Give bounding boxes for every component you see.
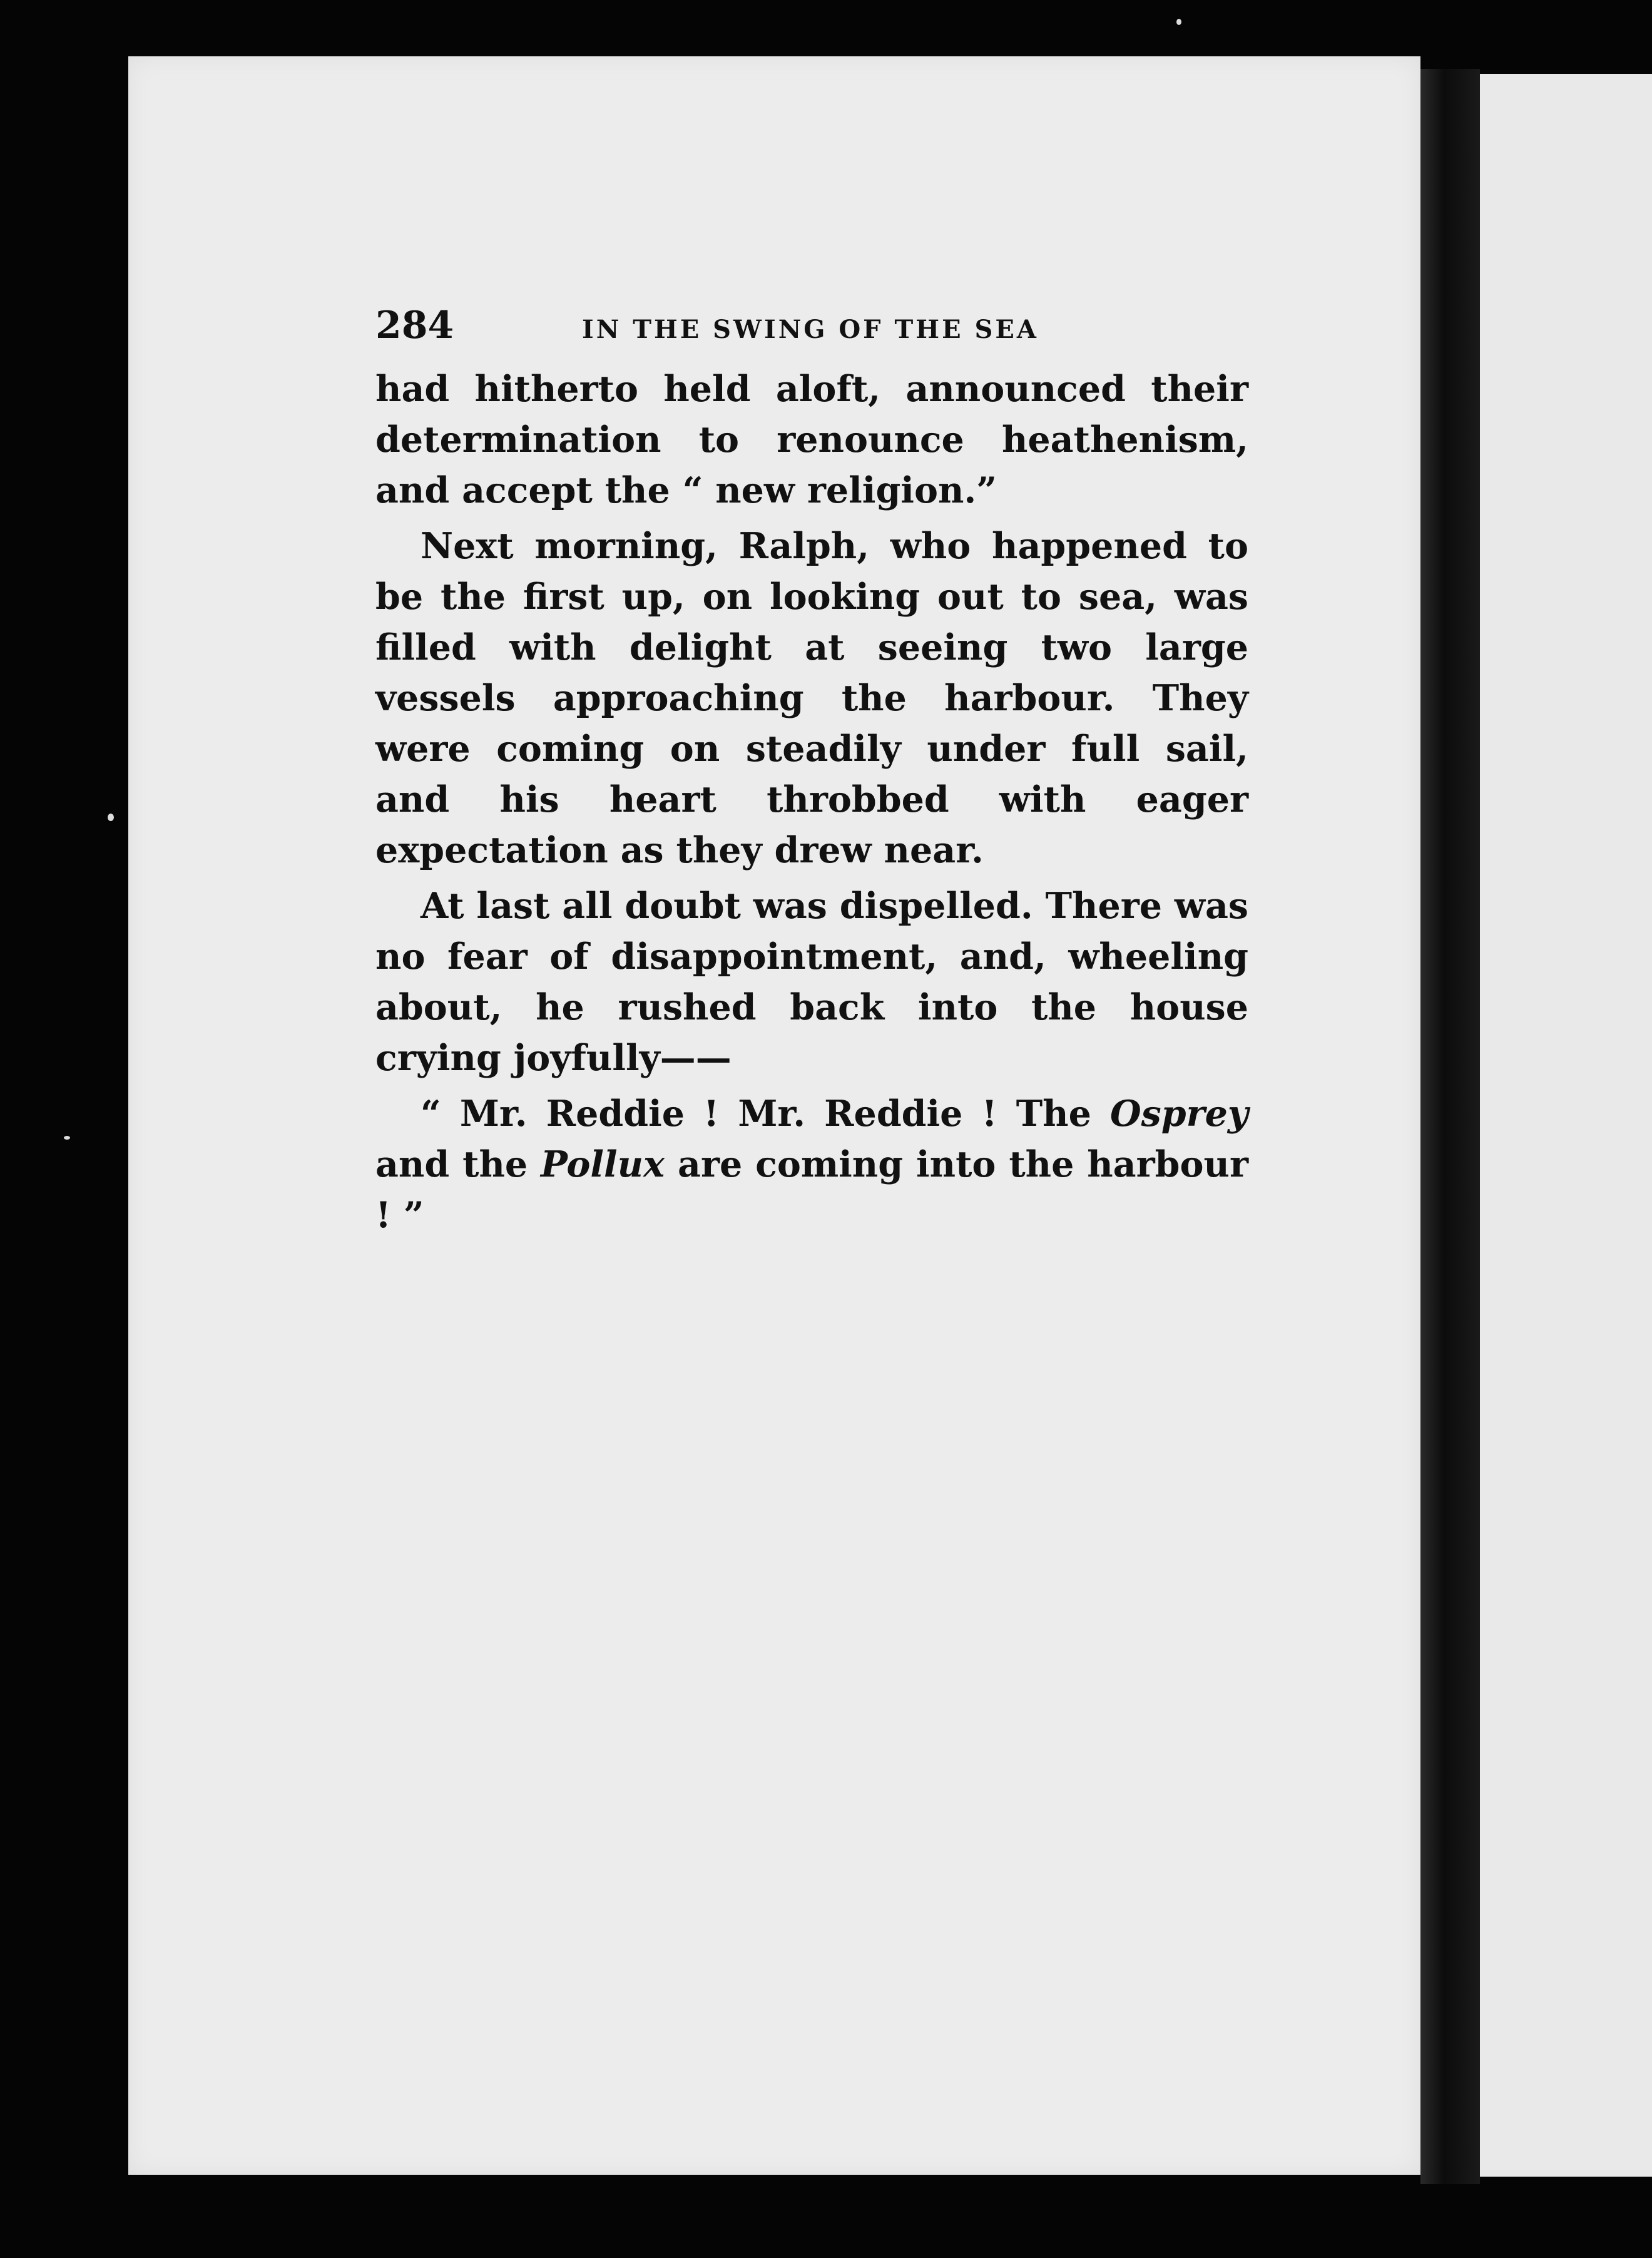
paragraph-1: had hitherto held aloft, announced their determination to renounce heathenism, and accept the “ new religion.” [375,368,1248,511]
paragraph-4 [375,1088,1248,1240]
right-page-edge [1480,74,1652,2177]
running-head [375,300,1248,355]
page-text [375,300,1248,1245]
ship-name-osprey: Osprey [1109,1093,1248,1135]
running-title: IN THE SWING OF THE SEA [582,315,1039,344]
scan-speck [108,814,114,821]
dialogue-part-1: “ Mr. Reddie ! Mr. Reddie ! The [421,1093,1110,1135]
ship-name-pollux: Pollux [541,1143,665,1185]
dialogue-part-2: and the [375,1143,541,1185]
book-gutter [1420,69,1480,2184]
paragraph-2: Next morning, Ralph, who happened to be the first up, on looking out to sea, was filled with delight at seeing two large vessels approaching the harbour. They were coming on steadily under full sail, and his heart throbbed with eager expectation as they drew near. [375,525,1248,871]
dialogue-part-3: are coming into the harbour ! ” [375,1143,1248,1236]
scan-speck [64,1136,70,1140]
page-number: 284 [375,304,454,347]
scan-speck [1176,19,1181,25]
paragraph-3: At last all doubt was dispelled. There was no fear of disappointment, and, wheeling about, he rushed back into the house crying joyfully—— [375,885,1248,1079]
